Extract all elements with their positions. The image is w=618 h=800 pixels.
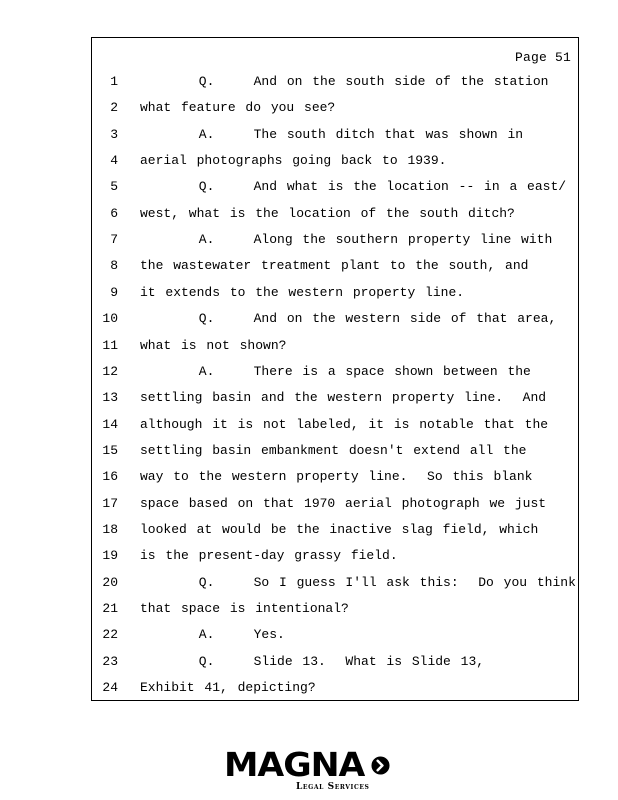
line-text: looked at would be the inactive slag field, which [140, 521, 539, 537]
line-text: is the present-day grassy field. [140, 548, 398, 564]
line-text: aerial photographs going back to 1939. [140, 153, 447, 169]
line-text: it extends to the western property line. [140, 284, 465, 300]
line-text: A. The south ditch that was shown in [140, 126, 524, 142]
line-text: what feature do you see? [140, 100, 336, 116]
line-text: the wastewater treatment plant to the south, and [140, 258, 529, 274]
transcript-line [92, 126, 578, 144]
line-number: 23 [102, 653, 118, 669]
line-number: 8 [110, 258, 118, 274]
line-number: 22 [102, 627, 118, 643]
line-text: settling basin and the western property line. And [140, 390, 547, 406]
page-number: Page 51 [514, 50, 571, 65]
line-number: 11 [102, 337, 118, 353]
transcript-line [92, 442, 578, 460]
transcript-line [92, 626, 578, 644]
line-number: 4 [110, 153, 118, 169]
line-number: 9 [110, 284, 118, 300]
line-number: 18 [102, 521, 118, 537]
transcript-line [92, 574, 578, 592]
transcript-line [92, 600, 578, 618]
transcript-line [92, 416, 578, 434]
transcript-line [92, 679, 578, 697]
line-number: 3 [110, 126, 118, 142]
transcript-line [92, 99, 578, 117]
transcript-line [92, 468, 578, 486]
line-number: 1 [110, 74, 118, 89]
transcript-line [92, 284, 578, 302]
transcript-line [92, 257, 578, 275]
line-number: 17 [102, 495, 118, 511]
line-text: that space is intentional? [140, 601, 349, 616]
transcript-line [92, 521, 578, 539]
transcript-line [92, 310, 578, 328]
logo-wordmark: MAGNA [224, 745, 365, 784]
line-number: 19 [102, 548, 118, 564]
line-number: 20 [102, 574, 118, 590]
line-number: 5 [110, 179, 118, 195]
transcript-line [92, 495, 578, 513]
line-text: Exhibit 41, depicting? [140, 680, 316, 696]
line-text: what is not shown? [140, 337, 287, 353]
line-number: 7 [110, 232, 118, 248]
line-number: 6 [110, 205, 118, 221]
logo-subtitle: Legal Services [296, 782, 370, 792]
line-text: Q. And on the south side of the station [140, 74, 549, 89]
transcript-line [92, 152, 578, 170]
line-number: 15 [102, 442, 118, 458]
line-text: Q. And what is the location -- in a east/ [140, 179, 567, 195]
line-text: Q. And on the western side of that area, [140, 311, 557, 327]
transcript-line [92, 547, 578, 565]
line-number: 24 [102, 680, 118, 696]
line-text: way to the western property line. So this blank [140, 469, 533, 485]
line-text: A. There is a space shown between the [140, 363, 531, 379]
line-number: 16 [102, 469, 118, 485]
line-text: Q. So I guess I'll ask this: Do you think [140, 574, 576, 590]
line-text: Q. Slide 13. What is Slide 13, [140, 653, 485, 669]
transcript-line [92, 178, 578, 196]
transcript-line [92, 73, 578, 91]
line-number: 14 [102, 416, 118, 432]
line-number: 13 [102, 390, 118, 406]
line-number: 21 [102, 601, 118, 616]
magna-logo [224, 745, 394, 794]
transcript-line [92, 653, 578, 671]
line-text: space based on that 1970 aerial photograph we just [140, 495, 547, 511]
line-text: west, what is the location of the south ditch? [140, 205, 515, 221]
line-text: A. Along the southern property line with [140, 232, 553, 248]
line-text: A. Yes. [140, 627, 285, 643]
transcript-line [92, 363, 578, 381]
line-number: 12 [102, 363, 118, 379]
transcript-line [92, 231, 578, 249]
transcript-line [92, 205, 578, 223]
line-number: 10 [102, 311, 118, 327]
transcript-line [92, 337, 578, 355]
transcript-page [91, 37, 579, 701]
line-text: although it is not labeled, it is notable that the [140, 416, 549, 432]
transcript-line [92, 389, 578, 407]
line-text: settling basin embankment doesn't extend all the [140, 442, 527, 458]
circle-arrow-icon [371, 756, 390, 775]
line-number: 2 [110, 100, 118, 116]
